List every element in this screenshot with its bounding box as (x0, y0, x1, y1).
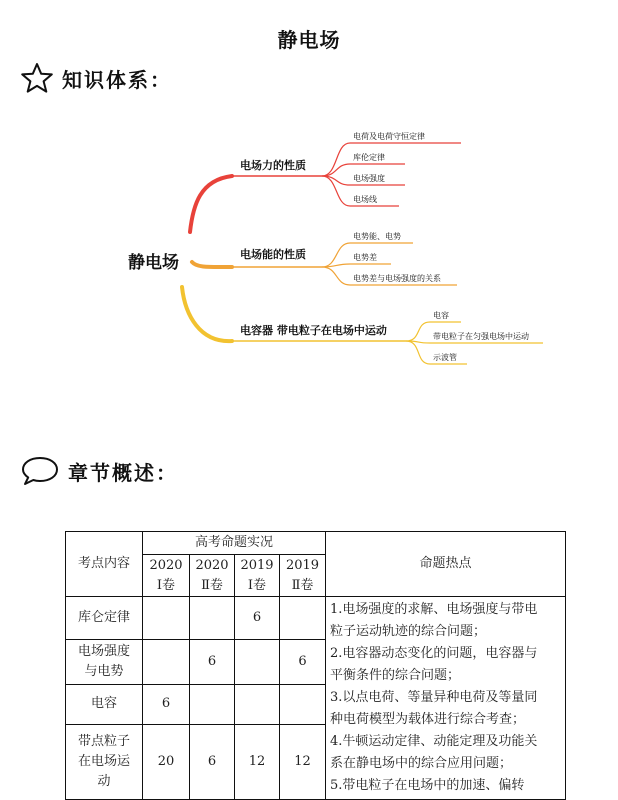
count-cell: 6 (280, 639, 326, 684)
leaf-connector (322, 264, 350, 267)
branch-trunk (192, 262, 232, 267)
hot-line: 种电荷模型为载体进行综合考查； (330, 712, 526, 727)
mindmap-leaf-label: 带电粒子在匀强电场中运动 (433, 332, 529, 341)
mindmap-branch-label: 电场能的性质 (240, 248, 306, 261)
exam-table-container (65, 531, 566, 800)
mindmap-branch-label: 电场力的性质 (240, 159, 306, 172)
mindmap-root: 静电场 (128, 253, 179, 273)
mindmap-leaf-label: 库伦定律 (353, 153, 385, 162)
header-topic: 考点内容 (66, 532, 143, 597)
topic-cell: 电容 (66, 684, 143, 725)
mindmap-leaf-label: 电势能、电势 (353, 232, 401, 241)
count-cell: 6 (143, 684, 190, 725)
leaf-connector (322, 243, 350, 267)
header-exam-group: 高考命题实况 (143, 532, 326, 555)
count-cell: 12 (280, 725, 326, 800)
mindmap-branch-label: 电容器 带电粒子在电场中运动 (240, 324, 387, 337)
count-cell (143, 639, 190, 684)
exam-table (65, 531, 566, 800)
year-header: 2020 Ⅱ卷 (190, 555, 235, 597)
branch-trunk (182, 287, 232, 341)
count-cell: 20 (143, 725, 190, 800)
year-header: 2019 Ⅱ卷 (280, 555, 326, 597)
branch-trunk (190, 176, 232, 232)
section-knowledge-title: 知识体系： (62, 67, 172, 92)
mind-map (0, 100, 618, 400)
table-row (66, 597, 566, 640)
section-overview-header (20, 454, 178, 488)
hot-line: 粒子运动轨迹的综合问题； (330, 624, 487, 639)
topic-cell: 电场强度 与电势 (66, 639, 143, 684)
mindmap-leaf-label: 电容 (433, 311, 449, 320)
leaf-connector (322, 164, 350, 176)
mindmap-leaf-label: 电荷及电荷守恒定律 (353, 132, 425, 141)
hot-line: 1.电场强度的求解、电场强度与带电 (330, 602, 538, 617)
year-header: 2019 Ⅰ卷 (235, 555, 280, 597)
mindmap-leaf-label: 电场强度 (353, 174, 385, 183)
count-cell: 12 (235, 725, 280, 800)
count-cell (190, 684, 235, 725)
star-icon (20, 62, 54, 94)
leaf-connector (406, 341, 430, 364)
count-cell: 6 (190, 725, 235, 800)
count-cell (280, 597, 326, 640)
section-knowledge-header (20, 62, 172, 94)
hot-points-cell (326, 597, 566, 800)
count-cell: 6 (190, 639, 235, 684)
hot-line: 2.电容器动态变化的问题，电容器与 (330, 646, 538, 661)
mindmap-leaf-label: 电势差 (353, 253, 377, 262)
count-cell (143, 597, 190, 640)
hot-line: 系在静电场中的综合应用问题； (330, 756, 513, 771)
count-cell: 6 (235, 597, 280, 640)
count-cell (280, 684, 326, 725)
topic-cell: 库仑定律 (66, 597, 143, 640)
count-cell (190, 597, 235, 640)
topic-cell: 带点粒子 在电场运 动 (66, 725, 143, 800)
leaf-connector (406, 322, 430, 341)
leaf-connector (322, 267, 350, 285)
mindmap-leaf-label: 电场线 (353, 195, 377, 204)
mindmap-leaf-label: 电势差与电场强度的关系 (353, 274, 441, 283)
mindmap-leaf-label: 示波管 (433, 353, 457, 362)
hot-line: 平衡条件的综合问题； (330, 668, 461, 683)
speech-bubble-icon (20, 454, 60, 488)
count-cell (235, 684, 280, 725)
header-hot: 命题热点 (326, 532, 566, 597)
hot-line: 3.以点电荷、等量异种电荷及等量同 (330, 690, 538, 705)
count-cell (235, 639, 280, 684)
section-overview-title: 章节概述： (68, 460, 178, 485)
hot-line: 4.牛顿运动定律、动能定理及功能关 (330, 734, 538, 749)
year-header: 2020 Ⅰ卷 (143, 555, 190, 597)
page-title: 静电场 (277, 28, 341, 52)
hot-line: 5.带电粒子在电场中的加速、偏转 (330, 778, 525, 793)
